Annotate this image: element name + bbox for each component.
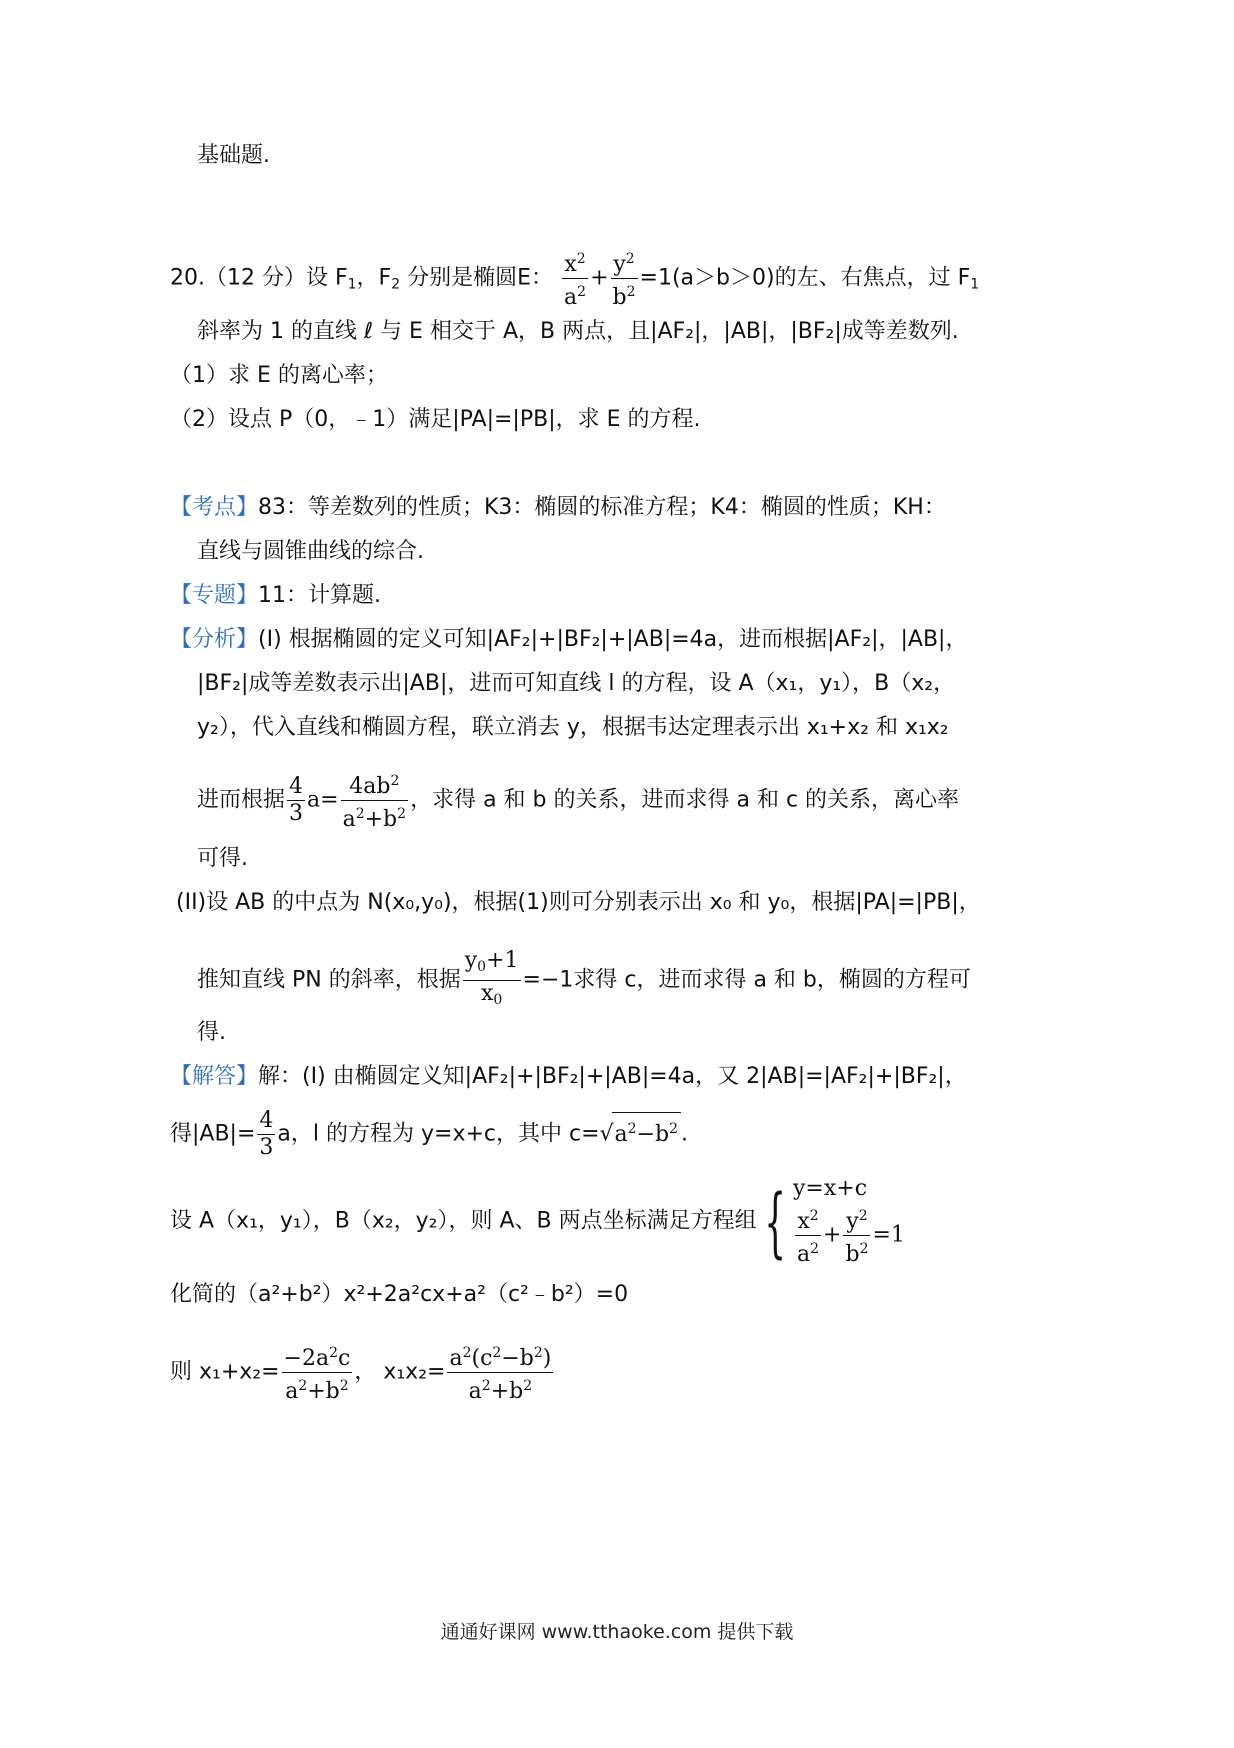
fenxi-ab-fraction: $\frac{4ab^2}{a^2+b^2}$ [342, 773, 407, 832]
kaodian-tag: 【考点】 [170, 495, 259, 520]
equation-system: y=x+c $\frac{x^2}{a^2}$ + $\frac{y^2}{b^2}$ =1 [792, 1176, 905, 1267]
ellipse-x-fraction: $\frac{x^2}{a^2}$ [564, 251, 587, 310]
jieda-section: 【解答】解：(I) 由椭圆定义知|AF₂|+|BF₂|+|AB|=4a，又 2|AB|=|AF₂|+|BF₂|， [170, 1064, 967, 1089]
kaodian-line2: 直线与圆锥曲线的综合. [197, 539, 424, 564]
system-brace: { [763, 1176, 786, 1266]
zhuanti-section: 【专题】11：计算题. [170, 583, 382, 608]
fenxi-line5: 可得. [197, 846, 248, 871]
jieda-line4: 化简的（a²+b²）x²+2a²cx+a²（c²﹣b²）=0 [170, 1282, 629, 1307]
fenxi-line2: |BF₂|成等差数表示出|AB|，进而可知直线 l 的方程，设 A（x₁，y₁），B（x₂， [197, 671, 956, 696]
page-footer: 通通好课网 www.tthaoke.com 提供下载 [440, 1621, 794, 1643]
fenxi-line6: (II)设 AB 的中点为 N(x₀,y₀)，根据(1)则可分别表示出 x₀ 和 y₀，根据|PA|=|PB|， [176, 890, 981, 915]
zhuanti-tag: 【专题】 [170, 583, 259, 608]
sqrt-expression: $a^2-b^2$ [612, 1112, 682, 1151]
fenxi-tag: 【分析】 [170, 627, 259, 652]
question-part-2: （2）设点 P（0，﹣1）满足|PA|=|PB|，求 E 的方程. [170, 407, 701, 432]
fenxi-line7: 推知直线 PN 的斜率，根据 $\frac{y_0+1}{x_0}$ =−1求得 c，进而求得 a 和 b，椭圆的方程可 [197, 948, 971, 1013]
fenxi-section: 【分析】(I) 根据椭圆的定义可知|AF₂|+|BF₂|+|AB|=4a，进而根据|AF₂|，|AB|， [170, 627, 968, 652]
jieda-tag: 【解答】 [170, 1064, 259, 1089]
product-roots-fraction: $\frac{a^2(c^2-b^2)}{a^2+b^2}$ [449, 1345, 552, 1404]
ellipse-y-fraction: $\frac{y^2}{b^2}$ [612, 251, 636, 310]
question-20-stem: 20.（12 分）设 $F_1$，$F_2$ 分别是椭圆E： $\frac{x^2}{a^2}$ + $\frac{y^2}{b^2}$ =1(a＞b＞0)的左、右焦点，过 $F_1$ [170, 246, 979, 311]
slope-fraction: $\frac{y_0+1}{x_0}$ [463, 948, 521, 1013]
fenxi-line3: y₂），代入直线和椭圆方程，联立消去 y，根据韦达定理表示出 x₁+x₂ 和 x₁x₂ [197, 715, 949, 740]
jieda-line5: 则 x₁+x₂= $\frac{-2a^2c}{a^2+b^2}$ ， x₁x₂= $\frac{a^2(c^2-b^2)}{a^2+b^2}$ [170, 1340, 555, 1405]
jieda-line2: 得|AB|= $\frac{4}{3}$ a，l 的方程为 y=x+c，其中 $c=√a^2-b^2$ . [170, 1108, 689, 1160]
question-part-1: （1）求 E 的离心率； [170, 363, 388, 388]
previous-answer-tail: 基础题. [197, 143, 270, 168]
sum-roots-fraction: $\frac{-2a^2c}{a^2+b^2}$ [283, 1345, 351, 1404]
fenxi-line8: 得. [197, 1020, 226, 1045]
kaodian-section: 【考点】83：等差数列的性质；K3：椭圆的标准方程；K4：椭圆的性质；KH： [170, 495, 946, 520]
question-20-line2: 斜率为 1 的直线 ℓ 与 E 相交于 A，B 两点，且|AF₂|，|AB|，|BF₂|成等差数列. [197, 319, 959, 344]
fenxi-line4: 进而根据 $\frac{4}{3}$ a= $\frac{4ab^2}{a^2+b^2}$ ，求得 a 和 b 的关系，进而求得 a 和 c 的关系，离心率 [197, 768, 959, 833]
jieda-line3: 设 A（x₁，y₁），B（x₂，y₂），则 A、B 两点坐标满足方程组{ y=x+c $\frac{x^2}{a^2}$ + $\frac{y^2}{b^2}$ =1 [170, 1176, 905, 1267]
